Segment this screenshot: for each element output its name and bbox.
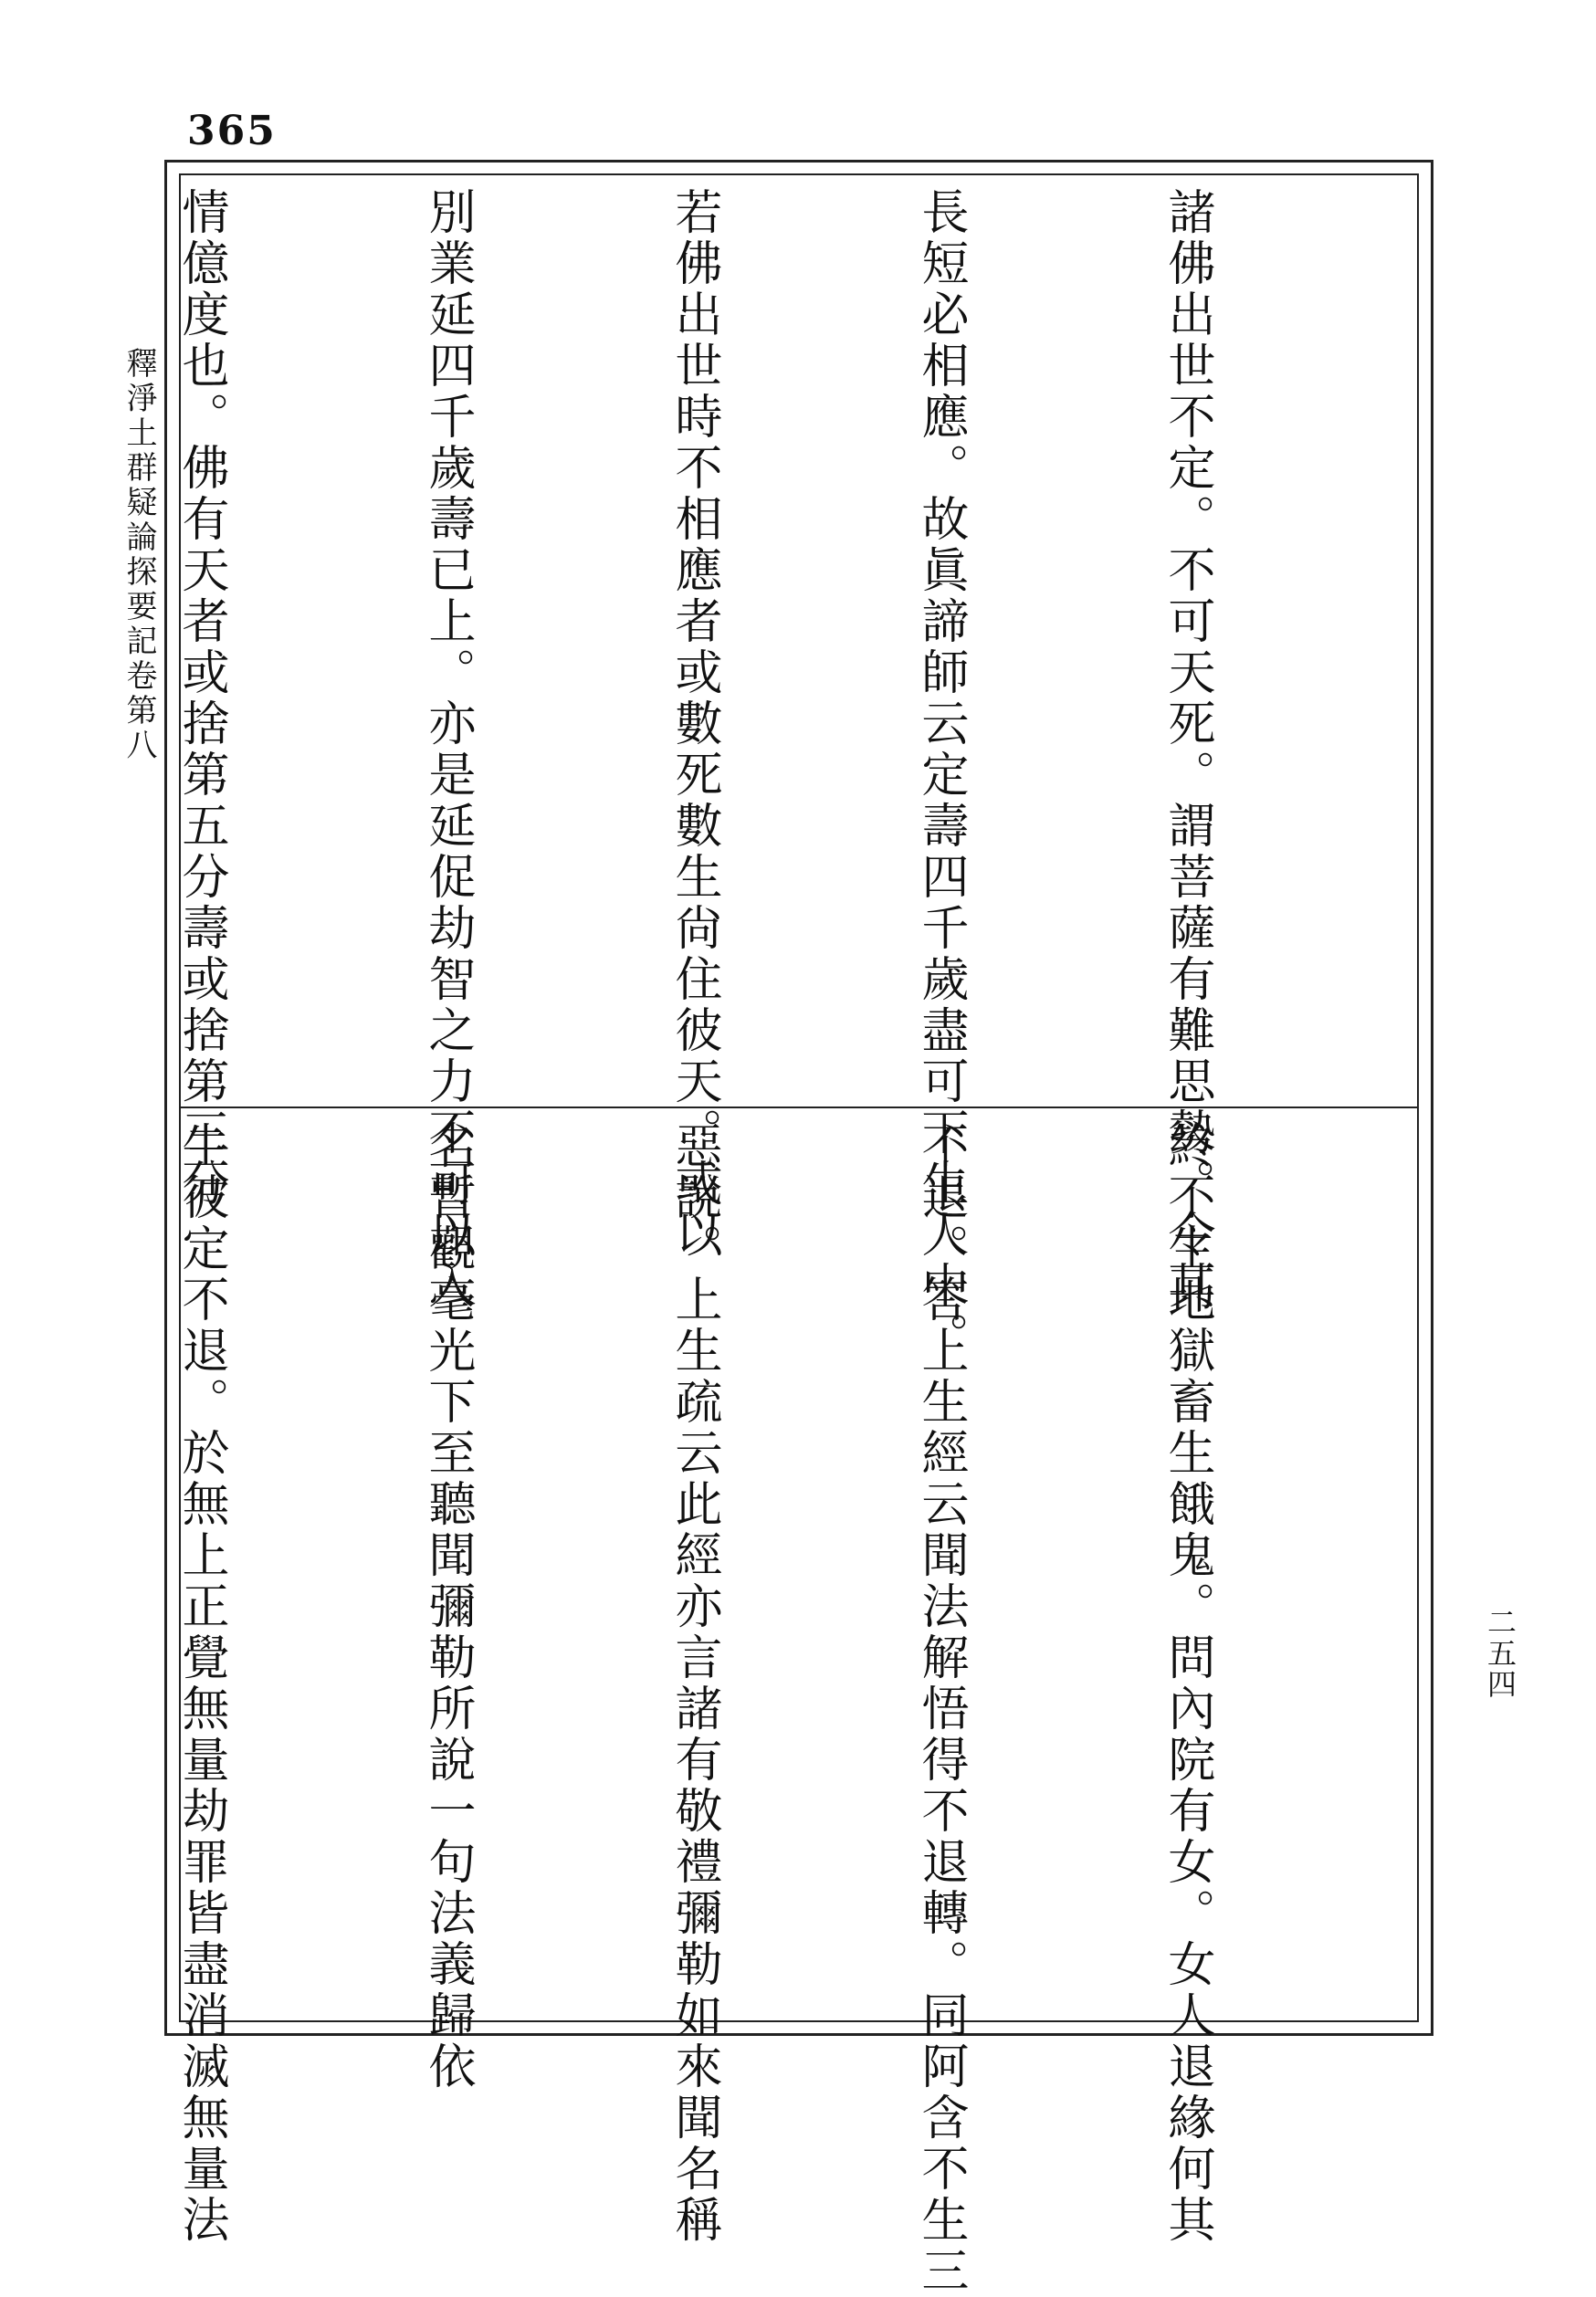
upper-text-block — [173, 187, 1392, 1363]
folio-number: 二五四 — [1483, 1607, 1517, 1700]
text-column: 惡說。上生疏云此經亦言諸有敬禮彌勒如來聞名稱 — [667, 1121, 721, 2246]
text-column: 情億度也。佛有天者或捨第五分壽或捨第三分 — [173, 187, 228, 1210]
running-title: 釋淨土群疑論探要記卷第八 — [121, 347, 157, 763]
section-divider — [179, 1107, 1419, 1108]
text-column: 諸佛出世不定。不可天死。謂菩薩有難思勢。令其 — [1160, 187, 1214, 1312]
text-column: 生彼定不退。於無上正覺無量劫罪皆盡消滅無量法 — [173, 1121, 228, 2246]
text-column: 不退。答上生經云聞法解悟得不退轉。同阿含不生三 — [913, 1121, 968, 2297]
text-column: 若佛出世時不相應者或數死數生尙住彼天。或以 — [667, 187, 721, 1261]
lower-text-block — [173, 1121, 1392, 2297]
text-column: 名暫觀毫光下至聽聞彌勒所說一句法義歸依 — [420, 1121, 475, 2092]
text-column: 長短必相應。故眞諦師云定壽四千歲盡可下生人中。 — [913, 187, 968, 1363]
text-column: 別業延四千歲壽已上。亦是延促劫智之力不可以入 — [420, 187, 475, 1312]
text-column: 終不生地獄畜生餓鬼。問內院有女。女人退緣何其 — [1160, 1121, 1214, 2246]
page-number: 365 — [187, 108, 277, 154]
